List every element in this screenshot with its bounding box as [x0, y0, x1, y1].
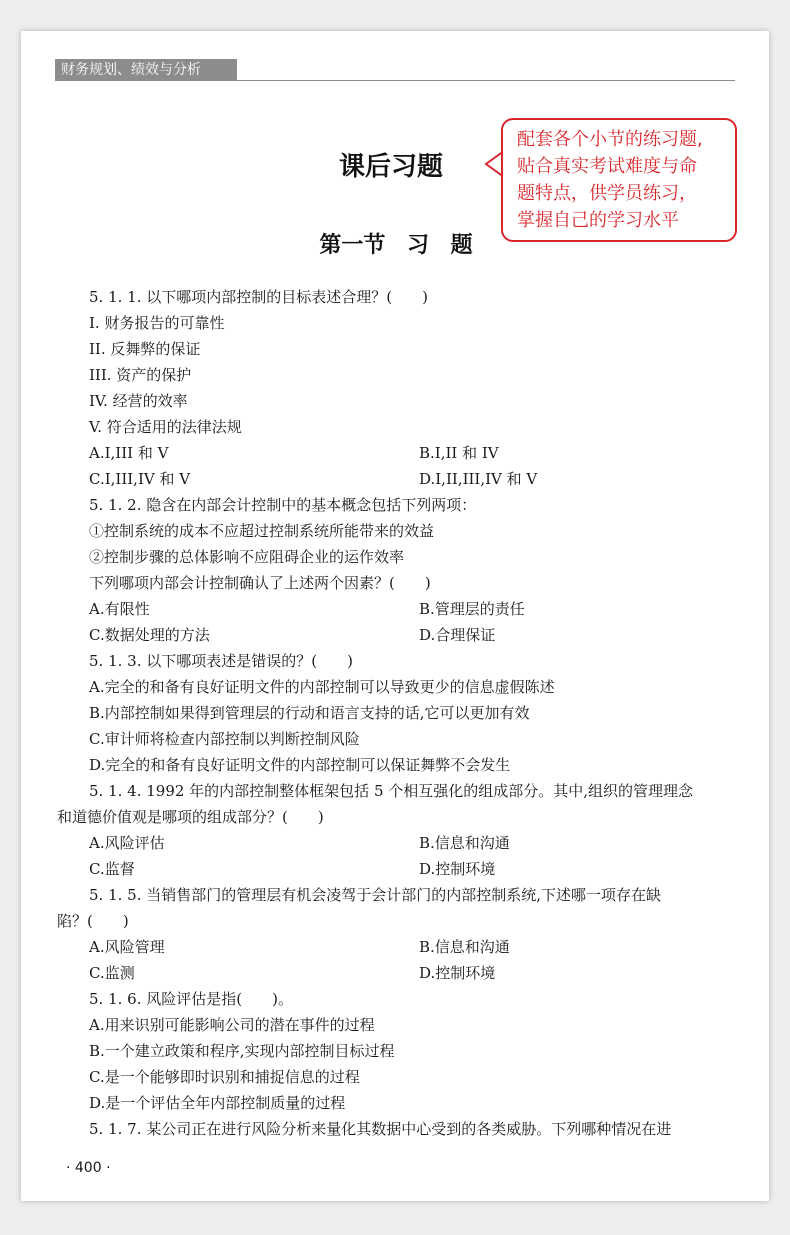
question-item: ①控制系统的成本不应超过控制系统所能带来的效益 — [89, 522, 435, 540]
callout-note — [501, 118, 737, 242]
question-item: I. 财务报告的可靠性 — [89, 314, 225, 332]
callout-line: 贴合真实考试难度与命 — [517, 156, 697, 177]
page-number: · 400 · — [66, 1160, 111, 1176]
question-stem-continued: 和道德价值观是哪项的组成部分？( ) — [57, 808, 324, 826]
answer-option: B.内部控制如果得到管理层的行动和语言支持的话,它可以更加有效 — [89, 704, 530, 722]
answer-option: A.有限性 — [89, 600, 150, 618]
question-stem: 5. 1. 7. 某公司正在进行风险分析来量化其数据中心受到的各类威胁。下列哪种情况在进 — [89, 1120, 672, 1138]
question-stem: 5. 1. 2. 隐含在内部会计控制中的基本概念包括下列两项： — [89, 496, 477, 514]
question-stem: 5. 1. 5. 当销售部门的管理层有机会凌驾于会计部门的内部控制系统,下述哪一项存在缺 — [89, 886, 662, 904]
question-item: ②控制步骤的总体影响不应阻碍企业的运作效率 — [89, 548, 405, 566]
answer-option: C.审计师将检查内部控制以判断控制风险 — [89, 730, 360, 748]
question-item: III. 资产的保护 — [89, 366, 192, 384]
answer-option: C.是一个能够即时识别和捕捉信息的过程 — [89, 1068, 360, 1086]
question-stem: 5. 1. 4. 1992 年的内部控制整体框架包括 5 个相互强化的组成部分。其中,组织的管理理念 — [89, 782, 694, 800]
answer-option: D.控制环境 — [419, 964, 496, 982]
answer-option: B.管理层的责任 — [419, 600, 525, 618]
section-title: 第一节 习 题 — [319, 232, 473, 258]
answer-option: B.一个建立政策和程序,实现内部控制目标过程 — [89, 1042, 395, 1060]
answer-option: C.监测 — [89, 964, 135, 982]
answer-option: D.是一个评估全年内部控制质量的过程 — [89, 1094, 346, 1112]
callout-line: 配套各个小节的练习题, — [517, 129, 703, 150]
question-stem: 5. 1. 1. 以下哪项内部控制的目标表述合理？( ) — [89, 288, 428, 306]
question-stem: 5. 1. 6. 风险评估是指( )。 — [89, 990, 293, 1008]
question-stem: 5. 1. 3. 以下哪项表述是错误的？( ) — [89, 652, 353, 670]
callout-line: 题特点，供学员练习， — [517, 183, 697, 204]
answer-option: D.合理保证 — [419, 626, 496, 644]
answer-option: C.数据处理的方法 — [89, 626, 210, 644]
callout-line: 掌握自己的学习水平 — [517, 210, 679, 231]
question-stem-continued: 陷？( ) — [57, 912, 129, 930]
header-rule — [55, 80, 735, 81]
answer-option: D.完全的和备有良好证明文件的内部控制可以保证舞弊不会发生 — [89, 756, 511, 774]
question-item: 下列哪项内部会计控制确认了上述两个因素？( ) — [89, 574, 431, 592]
answer-option: B.信息和沟通 — [419, 938, 510, 956]
page-title: 课后习题 — [338, 152, 443, 182]
answer-option: C.监督 — [89, 860, 135, 878]
answer-option: A.风险评估 — [89, 834, 165, 852]
question-item: IV. 经营的效率 — [89, 392, 188, 410]
chapter-header-label: 财务规划、绩效与分析 — [55, 59, 237, 81]
answer-option: D.I,II,III,IV 和 V — [419, 470, 538, 488]
book-page — [21, 31, 769, 1201]
question-item: II. 反舞弊的保证 — [89, 340, 201, 358]
answer-option: B.I,II 和 IV — [419, 444, 499, 462]
answer-option: A.I,III 和 V — [89, 444, 169, 462]
answer-option: A.风险管理 — [89, 938, 165, 956]
answer-option: A.用来识别可能影响公司的潜在事件的过程 — [89, 1016, 375, 1034]
answer-option: C.I,III,IV 和 V — [89, 470, 191, 488]
answer-option: A.完全的和备有良好证明文件的内部控制可以导致更少的信息虚假陈述 — [89, 678, 555, 696]
question-item: V. 符合适用的法律法规 — [89, 418, 242, 436]
answer-option: D.控制环境 — [419, 860, 496, 878]
answer-option: B.信息和沟通 — [419, 834, 510, 852]
